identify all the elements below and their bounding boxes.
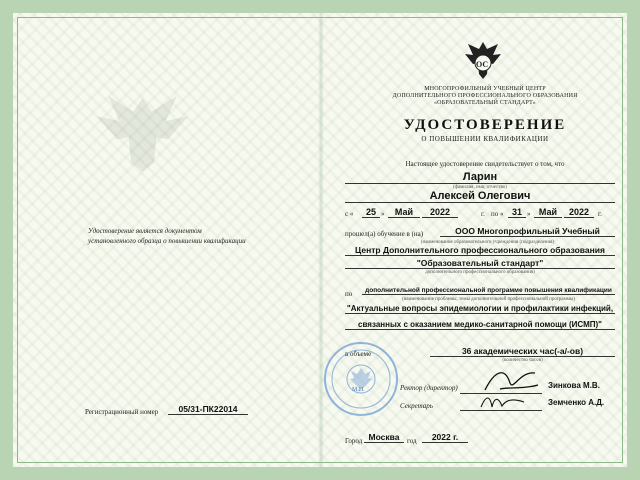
- person-name-caption: (фамилия, имя, отчество): [453, 185, 507, 190]
- city-label: Город: [345, 437, 363, 445]
- org-line-1: МНОГОПРОФИЛЬНЫЙ УЧЕБНЫЙ ЦЕНТР: [424, 86, 546, 92]
- date-to-sep: »: [527, 210, 531, 218]
- date-from-year: 2022: [422, 207, 458, 218]
- document-subtitle: О ПОВЫШЕНИИ КВАЛИФИКАЦИИ: [421, 135, 549, 143]
- date-to-month: Май: [534, 207, 562, 218]
- year-value: 2022 г.: [422, 432, 468, 443]
- rector-label: Ректор (директор): [400, 384, 458, 392]
- document-title: УДОСТОВЕРЕНИЕ: [403, 117, 567, 133]
- org-name-2: Центр Дополнительного профессионального образования: [345, 245, 615, 256]
- org-name-1: ООО Многопрофильный Учебный: [440, 226, 615, 237]
- program-label: по: [345, 290, 353, 298]
- rector-name: Зинкова М.В.: [548, 381, 600, 390]
- date-to-year: 2022: [564, 207, 594, 218]
- year-label: год: [407, 437, 417, 445]
- date-from-prefix: с «: [345, 210, 354, 218]
- eagle-watermark-icon: [85, 85, 200, 180]
- volume-caption: (количество часов): [502, 358, 543, 363]
- passed-label: прошел(а) обучение в (на): [345, 230, 424, 238]
- volume-label: в объеме: [345, 350, 372, 358]
- date-to-suffix: г.: [598, 210, 602, 218]
- program-type: дополнительной профессиональной программе повышения квалификации: [362, 287, 615, 295]
- program-name-2: связанных с оказанием медико-санитарной помощи (ИСМП)": [345, 320, 615, 330]
- left-note-line-1: Удостоверение является документом: [88, 227, 202, 235]
- emblem-text: ОС: [476, 60, 489, 69]
- registration-number: 05/31-ПК22014: [168, 404, 248, 415]
- seal-stamp-icon: [322, 340, 400, 418]
- person-surname: Ларин: [345, 171, 615, 184]
- org-name-3: "Образовательный стандарт": [345, 258, 615, 269]
- rector-signature-icon: [480, 365, 540, 395]
- program-caption: (наименование проблемы, темы дополнительной профессиональной программы): [402, 297, 575, 302]
- date-from-month: Май: [388, 207, 420, 218]
- secretary-label: Секретарь: [400, 402, 433, 410]
- date-from-sep: »: [381, 210, 385, 218]
- date-to-day: 31: [508, 207, 526, 218]
- registration-label: Регистрационный номер: [85, 408, 159, 416]
- left-note-line-2: установленного образца о повышении квалификации: [88, 237, 246, 245]
- volume-value: 36 академических час(-а/-ов): [430, 346, 615, 357]
- org-line-2: ДОПОЛНИТЕЛЬНОГО ПРОФЕССИОНАЛЬНОГО ОБРАЗОВАНИЯ: [392, 93, 578, 99]
- date-from-day: 25: [362, 207, 380, 218]
- secretary-name: Земченко А.Д.: [548, 398, 605, 407]
- person-given-names: Алексей Олегович: [345, 190, 615, 203]
- city-value: Москва: [364, 432, 404, 443]
- seal-center-text: М.П.: [352, 387, 365, 393]
- date-to-prefix: по «: [491, 210, 504, 218]
- program-name-1: "Актуальные вопросы эпидемиологии и профилактики инфекций,: [346, 304, 614, 313]
- org-line-3: «ОБРАЗОВАТЕЛЬНЫЙ СТАНДАРТ»: [433, 100, 537, 106]
- org-name-3-caption: дополнительного профессионального образования): [425, 270, 535, 275]
- secretary-signature-icon: [478, 392, 528, 412]
- org-caption: (наименование образовательного учреждения (подразделения): [420, 240, 555, 245]
- certifies-text: Настоящее удостоверение свидетельствует о том, что: [405, 160, 565, 168]
- date-year-suffix: г.: [481, 210, 485, 218]
